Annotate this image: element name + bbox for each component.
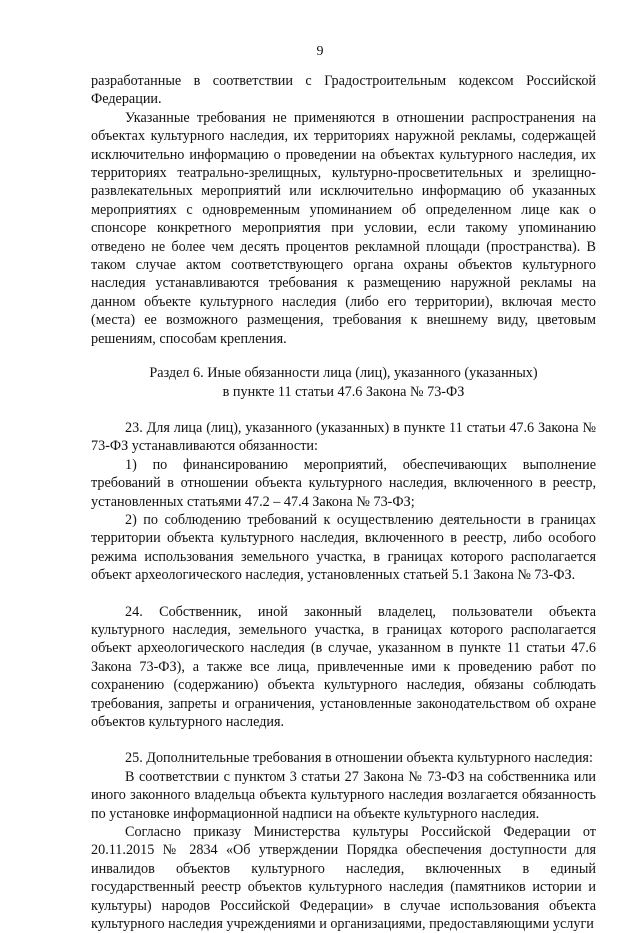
section-heading [91, 364, 596, 401]
page-number: 9 [316, 44, 324, 59]
section-heading-line-2: в пункте 11 статьи 47.6 Закона № 73-ФЗ [222, 383, 465, 400]
paragraph-25: 25. Дополнительные требования в отношении объекта культурного наследия: [125, 750, 593, 767]
paragraph-25-accessibility-order: Согласно приказу Министерства культуры Российской Федерации от 20.11.2015 № 2834 «Об утверждении Порядка обеспечения доступности для инвалидов объектов культурного наследия, включенных в единый государственный реестр объектов культурного наследия (памятников истории и культуры) народов Российской Федерации» в случае использования объекта культурного наследия учреждениями и организациями, предоставляющими услуги [91, 824, 596, 933]
paragraph-23: 23. Для лица (лиц), указанного (указанных) в пункте 11 статьи 47.6 Закона № 73-ФЗ устанавливаются обязанности: [91, 419, 596, 455]
paragraph-23-item-2: 2) по соблюдению требований к осуществлению деятельности в границах территории объекта культурного наследия, включенного в реестр, либо особого режима использования земельного участка, в границах которого располагается объект археологического наследия, установленных статьей 5.1 Закона № 73-ФЗ. [91, 511, 596, 584]
paragraph-24: 24. Собственник, иной законный владелец, пользователи объекта культурного наследия, земельного участка, в границах которого располагается объект археологического наследия (в случае, указанном в пункте 11 статьи 47.6 Закона 73-ФЗ), а также все лица, привлеченные ими к проведению работ по сохранению (содержанию) объекта культурного наследия, обязаны соблюдать требования, запреты и ограничения, установленные законодательством об охране объектов культурного наследия. [91, 603, 596, 730]
paragraph-23-item-1: 1) по финансированию мероприятий, обеспечивающих выполнение требований в отношении объекта культурного наследия, включенного в реестр, установленных статьями 47.2 – 47.4 Закона № 73-ФЗ; [91, 456, 596, 510]
paragraph-advertising-exception: Указанные требования не применяются в отношении распространения на объектах культурного наследия, их территориях наружной рекламы, содержащей исключительно информацию о проведении на объектах культурного наследия, их территориях театрально-зрелищных, культурно-просветительных и зрелищно-развлекательных мероприятий или исключительно информацию об указанных мероприятиях с одновременным упоминанием об определенном лице как о спонсоре конкретного мероприятия при условии, если такому упоминанию отведено не более чем десять процентов рекламной площади (пространства). В таком случае актом соответствующего органа охраны объектов культурного наследия устанавливаются требования к размещению наружной рекламы на данном объекте культурного наследия (либо его территории), включая место (места) ее возможного размещения, требования к внешнему виду, цветовым решениям, способам крепления. [91, 109, 596, 347]
document-body [91, 72, 596, 933]
section-heading-line-1: Раздел 6. Иные обязанности лица (лиц), указанного (указанных) [149, 365, 538, 382]
paragraph-25-info-plaque: В соответствии с пунктом 3 статьи 27 Закона № 73-ФЗ на собственника или иного законного владельца объекта культурного наследия возлагается обязанность по установке информационной надписи на объекте культурного наследия. [91, 768, 596, 822]
paragraph-continuation: разработанные в соответствии с Градостроительным кодексом Российской Федерации. [91, 73, 596, 108]
